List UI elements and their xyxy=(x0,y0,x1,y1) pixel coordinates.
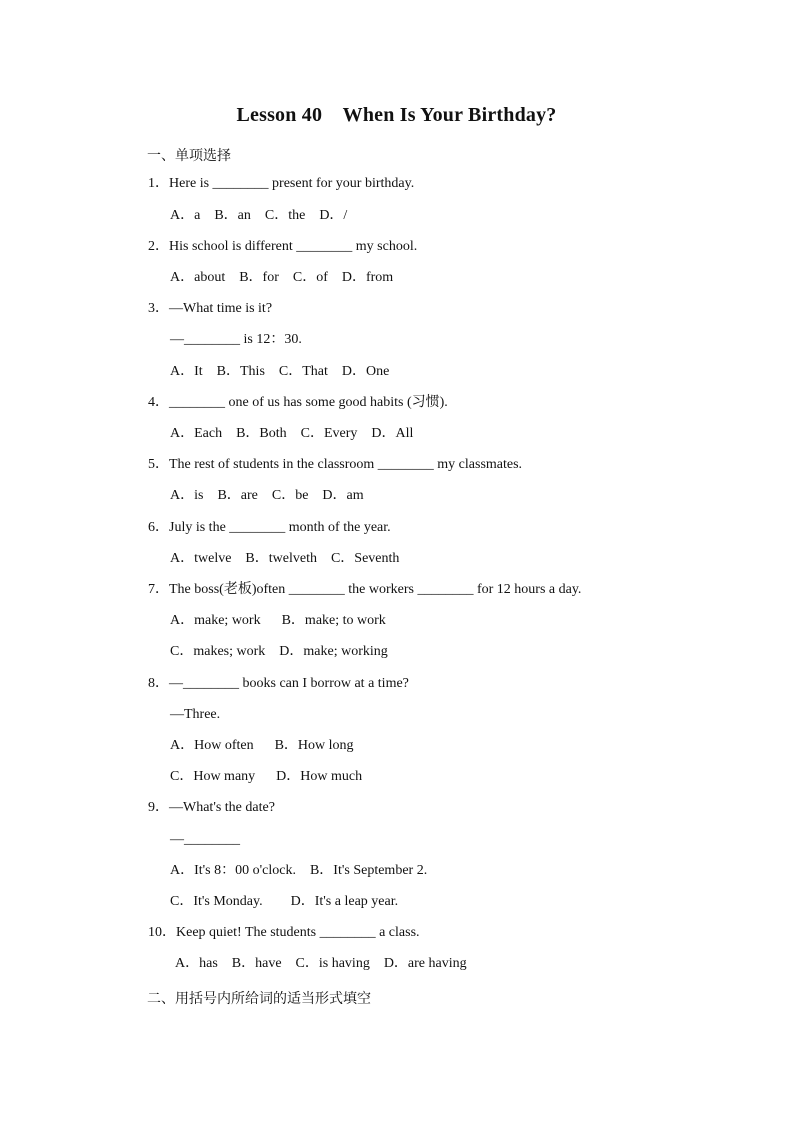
question-1: 1．Here is ________ present for your birthday. xyxy=(148,176,415,191)
question-6: 6．July is the ________ month of the year. xyxy=(148,520,391,535)
question-4: 4．________ one of us has some good habits (习惯). xyxy=(148,395,448,410)
question-3-reply: —________ is 12：30. xyxy=(170,332,302,347)
question-8-reply: —Three. xyxy=(170,707,221,722)
options-7b: C．makes; work D．make; working xyxy=(170,644,388,659)
options-2: A．about B．for C．of D．from xyxy=(170,270,394,285)
section-heading-multiple-choice: 一、单项选择 xyxy=(147,148,231,164)
question-8: 8．—________ books can I borrow at a time? xyxy=(148,676,409,691)
section-heading-fill-in: 二、用括号内所给词的适当形式填空 xyxy=(147,991,371,1007)
options-9a: A．It's 8：00 o'clock. B．It's September 2. xyxy=(170,863,428,878)
question-2: 2．His school is different ________ my school. xyxy=(148,239,418,254)
options-1: A．a B．an C．the D．/ xyxy=(170,208,348,223)
options-4: A．Each B．Both C．Every D．All xyxy=(170,426,414,441)
options-10: A．has B．have C．is having D．are having xyxy=(175,956,467,971)
options-8a: A．How often B．How long xyxy=(170,738,354,753)
options-7a: A．make; work B．make; to work xyxy=(170,613,386,628)
question-9-reply: —________ xyxy=(170,832,240,847)
question-9: 9．—What's the date? xyxy=(148,800,275,815)
options-8b: C．How many D．How much xyxy=(170,769,363,784)
options-5: A．is B．are C．be D．am xyxy=(170,488,364,503)
options-9b: C．It's Monday. D．It's a leap year. xyxy=(170,894,399,909)
question-3: 3．—What time is it? xyxy=(148,301,273,316)
question-5: 5．The rest of students in the classroom ________ my classmates. xyxy=(148,457,523,472)
lesson-title: Lesson 40 When Is Your Birthday? xyxy=(236,104,557,126)
options-6: A．twelve B．twelveth C．Seventh xyxy=(170,551,400,566)
question-10: 10．Keep quiet! The students ________ a class. xyxy=(148,925,420,940)
question-7: 7．The boss(老板)often ________ the workers ________ for 12 hours a day. xyxy=(148,582,582,597)
options-3: A．It B．This C．That D．One xyxy=(170,364,390,379)
